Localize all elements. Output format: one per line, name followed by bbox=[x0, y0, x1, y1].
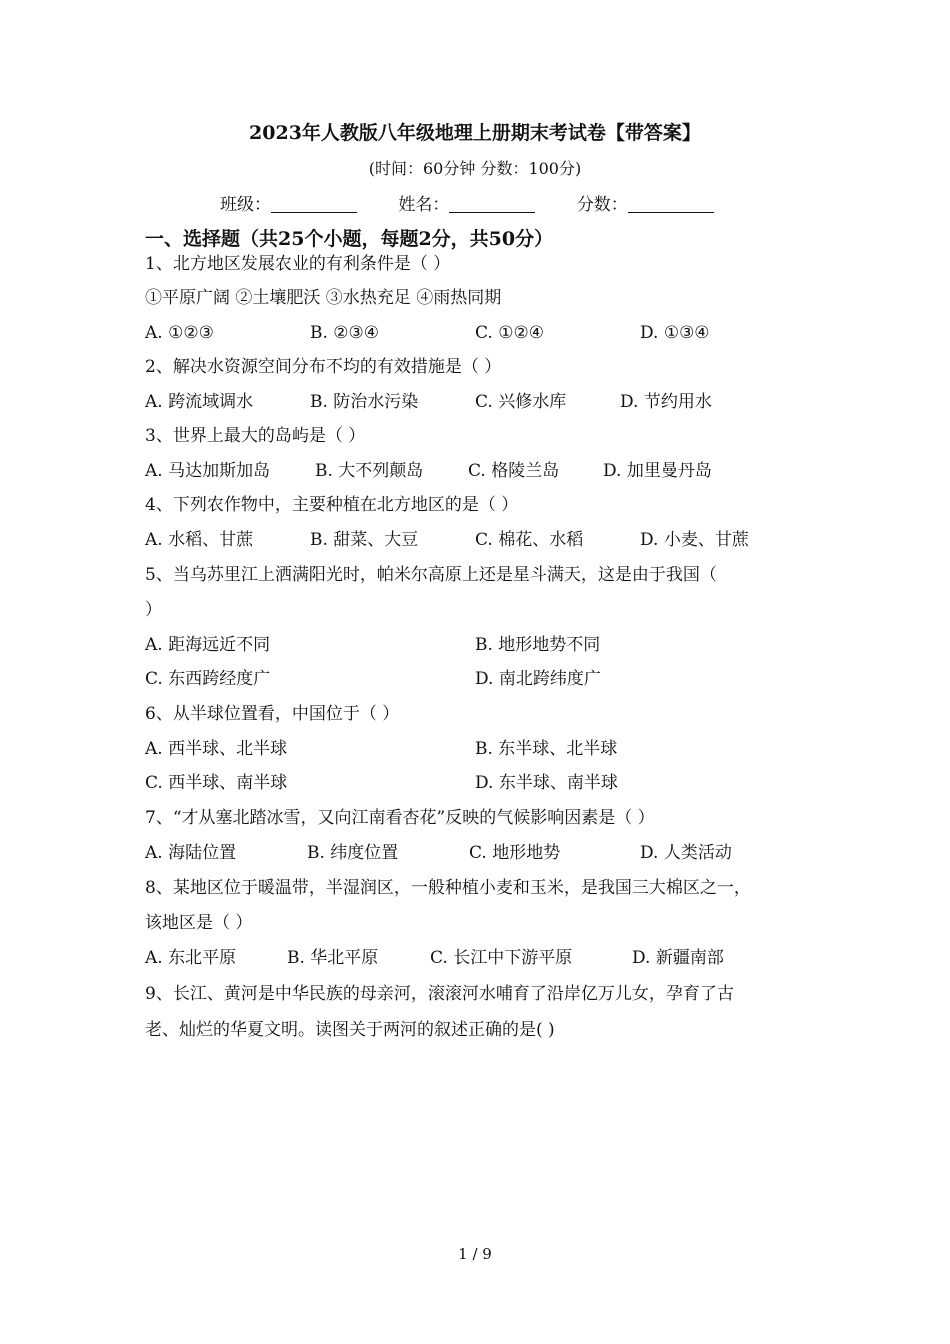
section-title: 一、选择题（共25个小题，每题2分，共50分） bbox=[145, 228, 554, 250]
option-a: A. 距海远近不同 bbox=[145, 635, 271, 655]
question-stem: 1、北方地区发展农业的有利条件是（ ） bbox=[145, 254, 451, 274]
option-c: C. 格陵兰岛 bbox=[468, 461, 560, 481]
option-a: A. 西半球、北半球 bbox=[145, 739, 288, 759]
class-blank bbox=[271, 194, 357, 213]
name-label: 姓名： bbox=[398, 195, 450, 215]
exam-title: 2023年人教版八年级地理上册期末考试卷【带答案】 bbox=[249, 122, 701, 144]
score-blank bbox=[628, 194, 714, 213]
option-c: C. ①②④ bbox=[475, 323, 544, 343]
option-b: B. 纬度位置 bbox=[307, 843, 399, 863]
question-stem: 3、世界上最大的岛屿是（ ） bbox=[145, 426, 366, 446]
score-field bbox=[577, 194, 714, 216]
option-a: A. 东北平原 bbox=[145, 948, 237, 968]
name-blank bbox=[449, 194, 535, 213]
question-stem: 6、从半球位置看，中国位于（ ） bbox=[145, 704, 400, 724]
question-stem: 8、某地区位于暖温带，半湿润区，一般种植小麦和玉米，是我国三大棉区之一， bbox=[145, 878, 751, 898]
question-stem: 7、“才从塞北踏冰雪，又向江南看杏花”反映的气候影响因素是（ ） bbox=[145, 808, 655, 828]
option-b: B. 大不列颠岛 bbox=[315, 461, 424, 481]
option-c: C. 地形地势 bbox=[469, 843, 561, 863]
option-c: C. 兴修水库 bbox=[475, 392, 567, 412]
option-a: A. 马达加斯加岛 bbox=[145, 461, 271, 481]
score-label: 分数： bbox=[576, 195, 628, 215]
option-d: D. ①③④ bbox=[640, 323, 710, 343]
option-c: C. 棉花、水稻 bbox=[475, 530, 584, 550]
question-stem-continued: 该地区是（ ） bbox=[145, 913, 253, 933]
option-b: B. ②③④ bbox=[310, 323, 380, 343]
name-field bbox=[398, 194, 535, 216]
option-d: D. 东半球、南半球 bbox=[475, 773, 618, 793]
question-stem: 5、当乌苏里江上洒满阳光时，帕米尔高原上还是星斗满天，这是由于我国（ bbox=[145, 565, 717, 585]
exam-time-score: (时间：60分钟 分数：100分) bbox=[368, 159, 582, 178]
option-b: B. 华北平原 bbox=[287, 948, 379, 968]
option-b: B. 东半球、北半球 bbox=[475, 739, 618, 759]
option-c: C. 东西跨经度广 bbox=[145, 669, 271, 689]
question-stem: 2、解决水资源空间分布不均的有效措施是（ ） bbox=[145, 357, 502, 377]
option-d: D. 节约用水 bbox=[620, 392, 712, 412]
option-d: D. 新疆南部 bbox=[632, 948, 724, 968]
option-d: D. 加里曼丹岛 bbox=[603, 461, 712, 481]
option-c: C. 西半球、南半球 bbox=[145, 773, 288, 793]
option-a: A. ①②③ bbox=[145, 323, 214, 343]
question-stem: 9、长江、黄河是中华民族的母亲河，滚滚河水哺育了沿岸亿万儿女，孕育了古 bbox=[145, 984, 734, 1004]
class-field bbox=[220, 194, 357, 216]
question-stem-continued: 老、灿烂的华夏文明。读图关于两河的叙述正确的是( ) bbox=[145, 1020, 555, 1040]
student-info-line bbox=[220, 194, 750, 216]
option-a: A. 水稻、甘蔗 bbox=[145, 530, 254, 550]
question-stem: 4、下列农作物中，主要种植在北方地区的是（ ） bbox=[145, 495, 519, 515]
page-number: 1 / 9 bbox=[458, 1245, 492, 1263]
option-b: B. 甜菜、大豆 bbox=[310, 530, 419, 550]
class-label: 班级： bbox=[220, 195, 271, 215]
question-items: ①平原广阔 ②土壤肥沃 ③水热充足 ④雨热同期 bbox=[145, 288, 502, 308]
option-b: B. 地形地势不同 bbox=[475, 635, 601, 655]
option-a: A. 海陆位置 bbox=[145, 843, 237, 863]
option-d: D. 小麦、甘蔗 bbox=[640, 530, 749, 550]
question-stem-continued: ） bbox=[145, 600, 162, 620]
option-d: D. 人类活动 bbox=[640, 843, 732, 863]
option-b: B. 防治水污染 bbox=[310, 392, 419, 412]
option-a: A. 跨流域调水 bbox=[145, 392, 254, 412]
option-c: C. 长江中下游平原 bbox=[430, 948, 573, 968]
option-d: D. 南北跨纬度广 bbox=[475, 669, 601, 689]
